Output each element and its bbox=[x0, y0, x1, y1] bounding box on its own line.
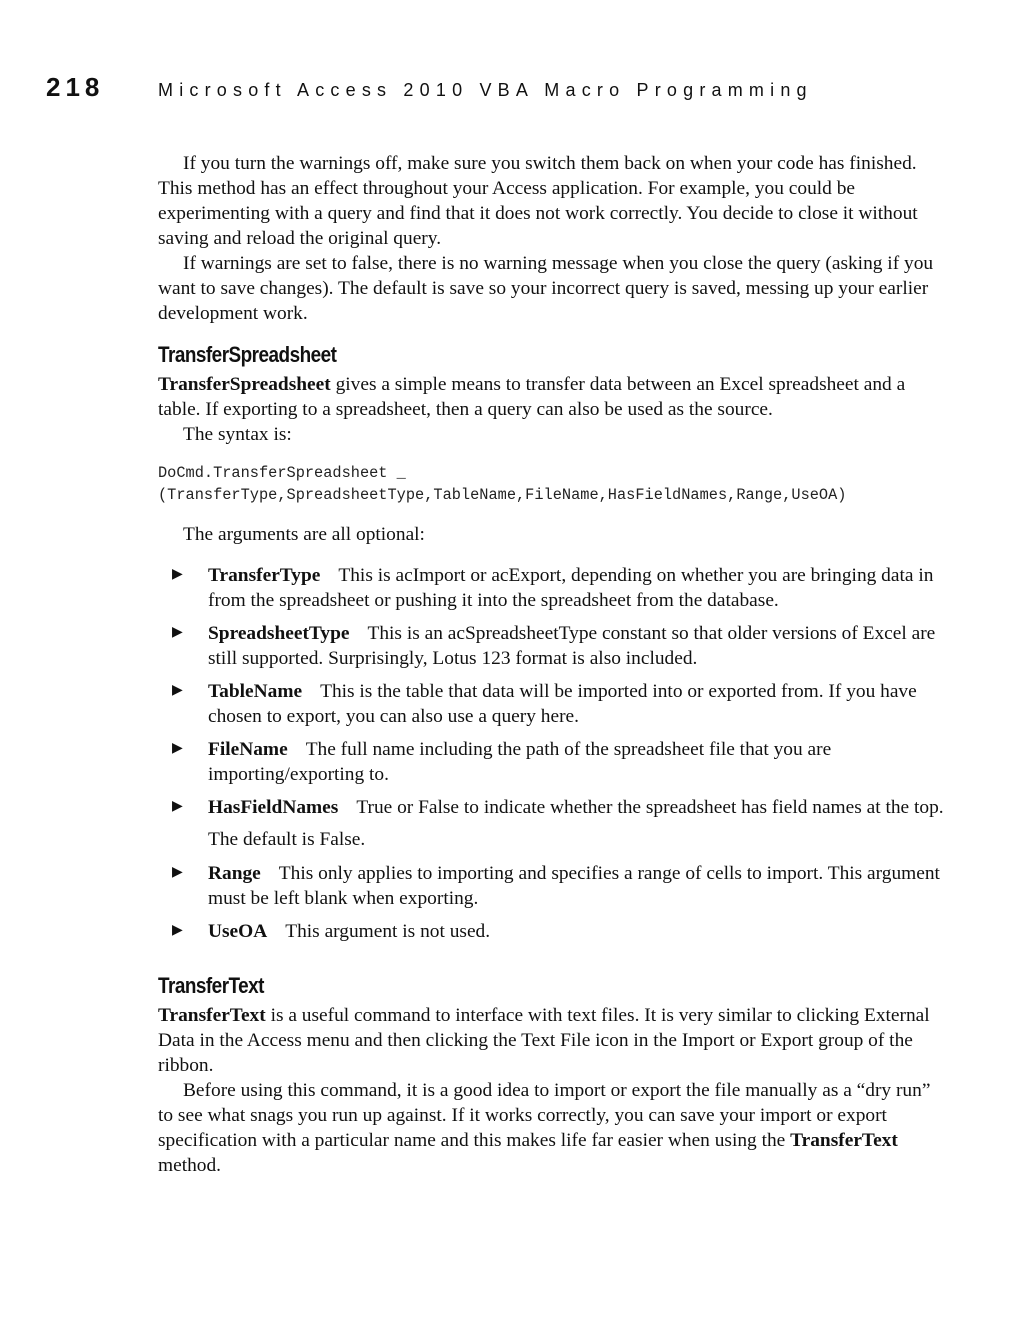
argument-term: SpreadsheetType bbox=[208, 623, 350, 644]
argument-description: The full name including the path of the spreadsheet file that you are importing/exporting to. bbox=[208, 739, 832, 785]
intro-paragraph-1: If you turn the warnings off, make sure you switch them back on when your code has finished. This method has an effect throughout your Access application. For example, you could be experimenting with a query and find that it does not work correctly. You decide to close it without saving and reload the original query. bbox=[158, 153, 918, 249]
bullet-triangle-icon: ▶ bbox=[172, 566, 183, 582]
code-line-2: (TransferType,SpreadsheetType,TableName,FileName,HasFieldNames,Range,UseOA) bbox=[158, 486, 847, 504]
transferspreadsheet-lead-term: TransferSpreadsheet bbox=[158, 374, 331, 395]
argument-item bbox=[158, 919, 948, 944]
argument-item bbox=[158, 795, 948, 820]
arguments-list-continued bbox=[158, 861, 948, 944]
page-number: 218 bbox=[46, 72, 105, 102]
transfertext-p2-term: TransferText bbox=[790, 1130, 898, 1151]
code-block bbox=[158, 462, 948, 506]
argument-description: This only applies to importing and specifies a range of cells to import. This argument must be left blank when exporting. bbox=[208, 863, 940, 909]
bullet-triangle-icon: ▶ bbox=[172, 864, 183, 880]
argument-description: True or False to indicate whether the spreadsheet has field names at the top. bbox=[356, 797, 944, 818]
argument-term: FileName bbox=[208, 739, 288, 760]
transfertext-lead-term: TransferText bbox=[158, 1005, 266, 1026]
transfertext-p2-end: method. bbox=[158, 1155, 222, 1176]
argument-term: UseOA bbox=[208, 921, 268, 942]
bullet-triangle-icon: ▶ bbox=[172, 682, 183, 698]
transferspreadsheet-lead-paragraph bbox=[158, 372, 948, 422]
argument-description: This is the table that data will be imported into or exported from. If you have chosen to export, you can also use a query here. bbox=[208, 681, 917, 727]
bullet-triangle-icon: ▶ bbox=[172, 798, 183, 814]
default-note: The default is False. bbox=[208, 829, 366, 850]
argument-description: This argument is not used. bbox=[285, 921, 491, 942]
page-header bbox=[46, 72, 813, 103]
transfertext-lead-text: is a useful command to interface with text files. It is very similar to clicking External Data in the Access menu and then clicking the Text File icon in the Import or Export group of the ribbon. bbox=[158, 1005, 930, 1076]
argument-item bbox=[158, 679, 948, 729]
argument-term: TransferType bbox=[208, 565, 321, 586]
code-line-1: DoCmd.TransferSpreadsheet _ bbox=[158, 464, 406, 482]
bullet-triangle-icon: ▶ bbox=[172, 740, 183, 756]
page-body bbox=[158, 151, 948, 1178]
transfertext-lead-paragraph bbox=[158, 1003, 948, 1078]
argument-term: HasFieldNames bbox=[208, 797, 339, 818]
section-heading-transferspreadsheet: TransferSpreadsheet bbox=[158, 342, 337, 367]
section-heading-transfertext: TransferText bbox=[158, 973, 264, 998]
intro-paragraph-2: If warnings are set to false, there is no warning message when you close the query (asking if you want to save changes). The default is save so your incorrect query is saved, messing up your earlier development work. bbox=[158, 253, 934, 324]
bullet-triangle-icon: ▶ bbox=[172, 624, 183, 640]
transfertext-p2-start: Before using this command, it is a good idea to import or export the file manually as a “dry run” to see what snags you run up against. If it works correctly, you can save your import or export specification with a particular name and this makes life far easier when using the bbox=[158, 1080, 931, 1151]
argument-item bbox=[158, 621, 948, 671]
argument-term: TableName bbox=[208, 681, 303, 702]
argument-description: This is acImport or acExport, depending on whether you are bringing data in from the spreadsheet or pushing it into the spreadsheet from the database. bbox=[208, 565, 934, 611]
running-head: Microsoft Access 2010 VBA Macro Programming bbox=[158, 80, 813, 100]
argument-item bbox=[158, 563, 948, 613]
argument-item bbox=[158, 861, 948, 911]
transfertext-paragraph-2 bbox=[158, 1078, 948, 1178]
argument-description: This is an acSpreadsheetType constant so that older versions of Excel are still supported. Surprisingly, Lotus 123 format is also included. bbox=[208, 623, 936, 669]
arguments-list bbox=[158, 563, 948, 820]
argument-term: Range bbox=[208, 863, 261, 884]
transferspreadsheet-lead-text: gives a simple means to transfer data between an Excel spreadsheet and a table. If exporting to a spreadsheet, then a query can also be used as the source. bbox=[158, 374, 906, 420]
arguments-intro: The arguments are all optional: bbox=[183, 524, 425, 545]
syntax-intro: The syntax is: bbox=[183, 424, 292, 445]
bullet-triangle-icon: ▶ bbox=[172, 922, 183, 938]
argument-item bbox=[158, 737, 948, 787]
